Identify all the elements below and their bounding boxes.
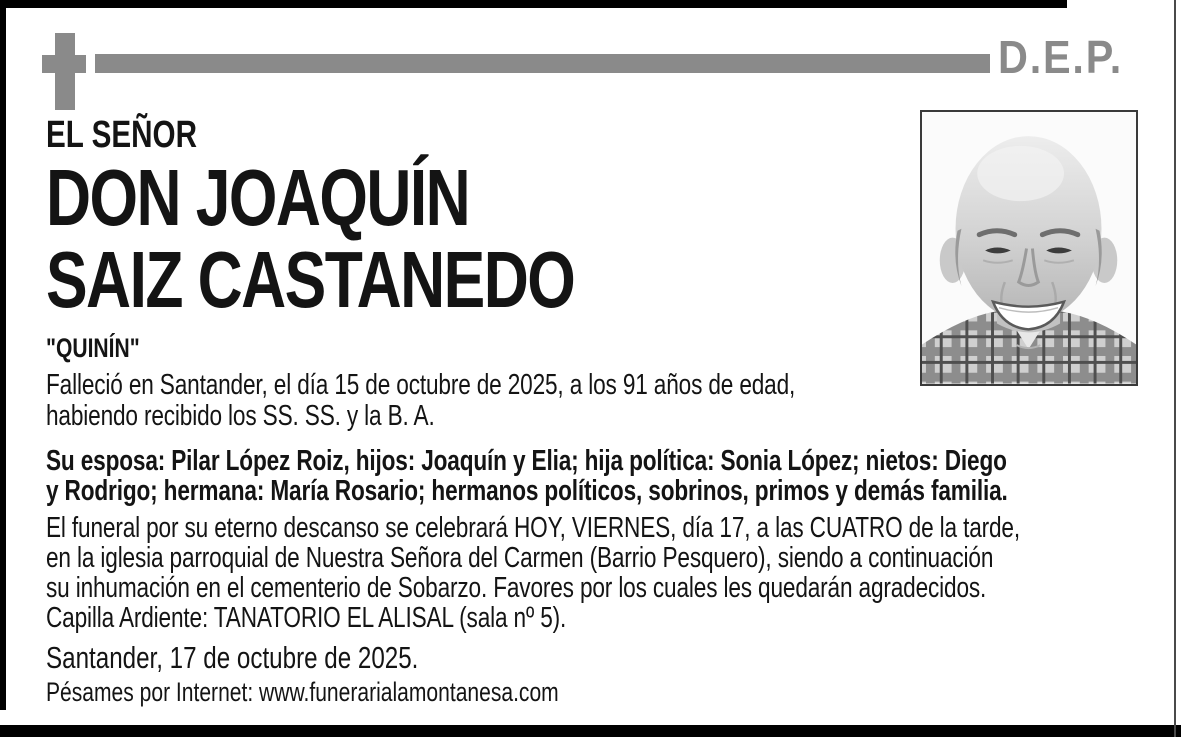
condolences-url-line: Pésames por Internet: www.funerarialamontanesa.com [46, 677, 559, 707]
death-paragraph-line-2: habiendo recibido los SS. SS. y la B. A. [46, 400, 435, 432]
frame-border-left [0, 0, 6, 710]
frame-border-right [1174, 0, 1176, 737]
family-paragraph-line-2: y Rodrigo; hermana: María Rosario; hermanos políticos, sobrinos, primos y demás familia. [46, 475, 1008, 507]
dep-label: D.E.P. [998, 31, 1124, 83]
death-paragraph-line-1: Falleció en Santander, el día 15 de octubre de 2025, a los 91 años de edad, [46, 369, 796, 401]
deceased-name-line-1: DON JOAQUÍN [46, 153, 470, 242]
funeral-paragraph-line-3: su inhumación en el cementerio de Sobarzo. Favores por los cuales les quedarán agradecidos. [46, 572, 987, 604]
funeral-paragraph-line-4: Capilla Ardiente: TANATORIO EL ALISAL (sala nº 5). [46, 602, 567, 634]
header-rule [95, 54, 990, 73]
deceased-name-line-2: SAIZ CASTANEDO [46, 235, 575, 324]
frame-border-bottom [0, 725, 1181, 737]
place-and-date: Santander, 17 de octubre de 2025. [46, 640, 419, 675]
portrait-photo [920, 110, 1138, 386]
nickname: "QUINÍN" [46, 333, 140, 363]
frame-border-top [0, 0, 1067, 8]
honorific: EL SEÑOR [46, 114, 197, 156]
funeral-paragraph-line-2: en la iglesia parroquial de Nuestra Señora del Carmen (Barrio Pesquero), siendo a continuación [46, 542, 994, 574]
family-paragraph-line-1: Su esposa: Pilar López Roiz, hijos: Joaquín y Elia; hija política: Sonia López; nietos: Diego [46, 445, 1007, 477]
cross-icon-arm [42, 55, 86, 73]
portrait-illustration [922, 112, 1136, 384]
funeral-paragraph-line-1: El funeral por su eterno descanso se celebrará HOY, VIERNES, día 17, a las CUATRO de la tarde, [46, 512, 1021, 544]
